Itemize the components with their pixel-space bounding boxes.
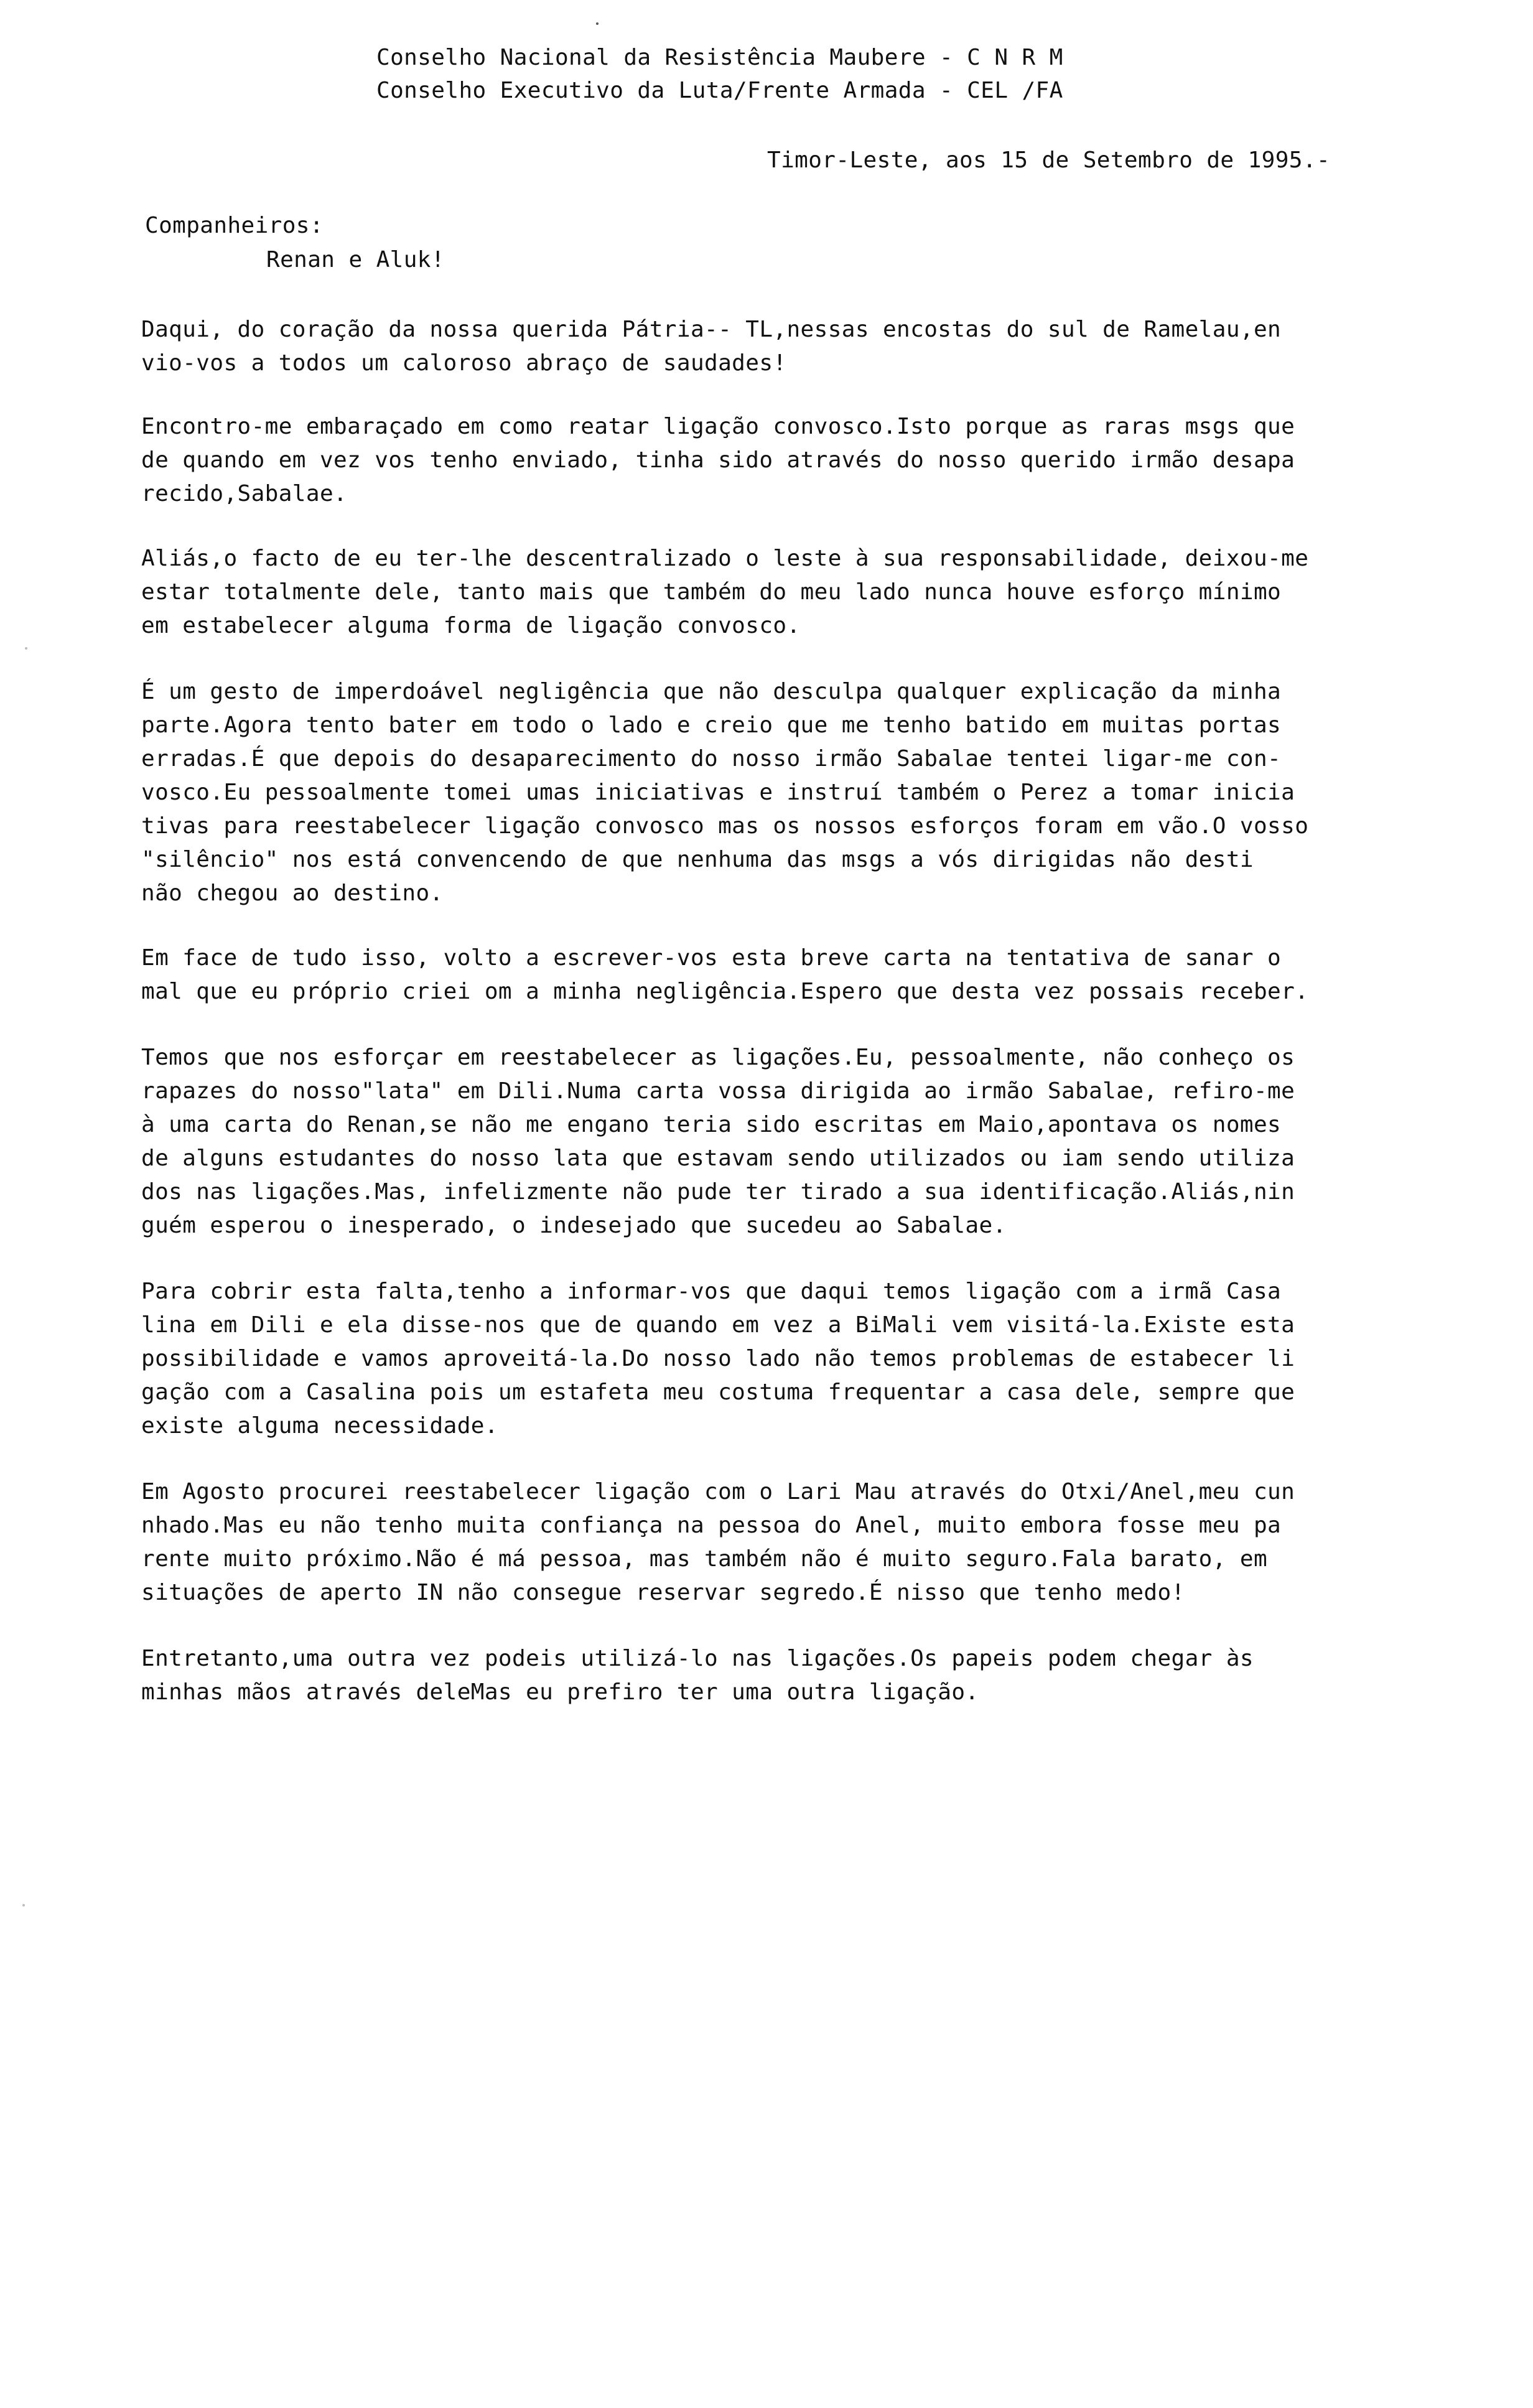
paragraph-7-line-2: lina em Dili e ela disse-nos que de quando em vez a BiMali vem visitá-la.Existe esta bbox=[141, 1312, 1295, 1338]
letter-date: Timor-Leste, aos 15 de Setembro de 1995.- bbox=[767, 147, 1331, 173]
paragraph-4-line-3: erradas.É que depois do desaparecimento do nosso irmão Sabalae tentei ligar-me con- bbox=[141, 746, 1282, 772]
paragraph-5-line-2: mal que eu próprio criei om a minha negligência.Espero que desta vez possais receber. bbox=[141, 979, 1309, 1004]
paragraph-8-line-1: Em Agosto procurei reestabelecer ligação com o Lari Mau através do Otxi/Anel,meu cun bbox=[141, 1479, 1295, 1505]
organization-name-line: Conselho Nacional da Resistência Maubere - C N R M bbox=[376, 45, 1063, 70]
paragraph-1-line-2: vio-vos a todos um caloroso abraço de saudades! bbox=[141, 350, 787, 376]
paragraph-9-line-2: minhas mãos através deleMas eu prefiro ter uma outra ligação. bbox=[141, 1679, 979, 1705]
paragraph-6-line-2: rapazes do nosso"lata" em Dili.Numa carta vossa dirigida ao irmão Sabalae, refiro-me bbox=[141, 1078, 1295, 1104]
paragraph-4-line-7: não chegou ao destino. bbox=[141, 880, 444, 906]
scan-speck bbox=[596, 22, 599, 25]
paragraph-2-line-1: Encontro-me embaraçado em como reatar ligação convosco.Isto porque as raras msgs que bbox=[141, 414, 1295, 439]
paragraph-3-line-3: em estabelecer alguma forma de ligação convosco. bbox=[141, 613, 801, 638]
scan-speck bbox=[22, 1904, 25, 1906]
salutation-greeting: Companheiros: bbox=[145, 213, 324, 238]
paragraph-6-line-4: de alguns estudantes do nosso lata que estavam sendo utilizados ou iam sendo utiliza bbox=[141, 1146, 1295, 1171]
paragraph-3-line-1: Aliás,o facto de eu ter-lhe descentralizado o leste à sua responsabilidade, deixou-me bbox=[141, 546, 1309, 571]
organization-council-line: Conselho Executivo da Luta/Frente Armada - CEL /FA bbox=[376, 78, 1063, 103]
scan-speck bbox=[25, 647, 27, 650]
paragraph-4-line-1: É um gesto de imperdoável negligência que não desculpa qualquer explicação da minha bbox=[141, 679, 1282, 704]
paragraph-8-line-2: nhado.Mas eu não tenho muita confiança na pessoa do Anel, muito embora fosse meu pa bbox=[141, 1513, 1282, 1538]
paragraph-2-line-3: recido,Sabalae. bbox=[141, 481, 348, 506]
paragraph-6-line-5: dos nas ligações.Mas, infelizmente não pude ter tirado a sua identificação.Aliás,nin bbox=[141, 1179, 1295, 1205]
paragraph-4-line-4: vosco.Eu pessoalmente tomei umas iniciativas e instruí também o Perez a tomar inicia bbox=[141, 780, 1295, 805]
paragraph-4-line-2: parte.Agora tento bater em todo o lado e creio que me tenho batido em muitas portas bbox=[141, 712, 1282, 738]
paragraph-1-line-1: Daqui, do coração da nossa querida Pátria-- TL,nessas encostas do sul de Ramelau,en bbox=[141, 317, 1282, 342]
paragraph-6-line-6: guém esperou o inesperado, o indesejado que sucedeu ao Sabalae. bbox=[141, 1213, 1007, 1238]
paragraph-5-line-1: Em face de tudo isso, volto a escrever-vos esta breve carta na tentativa de sanar o bbox=[141, 945, 1282, 971]
paragraph-7-line-1: Para cobrir esta falta,tenho a informar-vos que daqui temos ligação com a irmã Casa bbox=[141, 1279, 1282, 1304]
paragraph-4-line-5: tivas para reestabelecer ligação convosco mas os nossos esforços foram em vão.O vosso bbox=[141, 813, 1309, 839]
paragraph-4-line-6: "silêncio" nos está convencendo de que nenhuma das msgs a vós dirigidas não desti bbox=[141, 847, 1254, 872]
paragraph-8-line-3: rente muito próximo.Não é má pessoa, mas também não é muito seguro.Fala barato, em bbox=[141, 1546, 1268, 1572]
paragraph-6-line-3: à uma carta do Renan,se não me engano teria sido escritas em Maio,apontava os nomes bbox=[141, 1112, 1282, 1137]
paragraph-2-line-2: de quando em vez vos tenho enviado, tinha sido através do nosso querido irmão desapa bbox=[141, 447, 1295, 473]
paragraph-8-line-4: situações de aperto IN não consegue reservar segredo.É nisso que tenho medo! bbox=[141, 1580, 1185, 1605]
paragraph-6-line-1: Temos que nos esforçar em reestabelecer as ligações.Eu, pessoalmente, não conheço os bbox=[141, 1045, 1295, 1070]
paragraph-9-line-1: Entretanto,uma outra vez podeis utilizá-lo nas ligações.Os papeis podem chegar às bbox=[141, 1646, 1254, 1671]
salutation-recipients: Renan e Aluk! bbox=[266, 247, 445, 273]
paragraph-7-line-5: existe alguma necessidade. bbox=[141, 1413, 498, 1439]
paragraph-3-line-2: estar totalmente dele, tanto mais que também do meu lado nunca houve esforço mínimo bbox=[141, 579, 1282, 605]
paragraph-7-line-3: possibilidade e vamos aproveitá-la.Do nosso lado não temos problemas de estabecer li bbox=[141, 1346, 1295, 1371]
paragraph-7-line-4: gação com a Casalina pois um estafeta meu costuma frequentar a casa dele, sempre que bbox=[141, 1379, 1295, 1405]
